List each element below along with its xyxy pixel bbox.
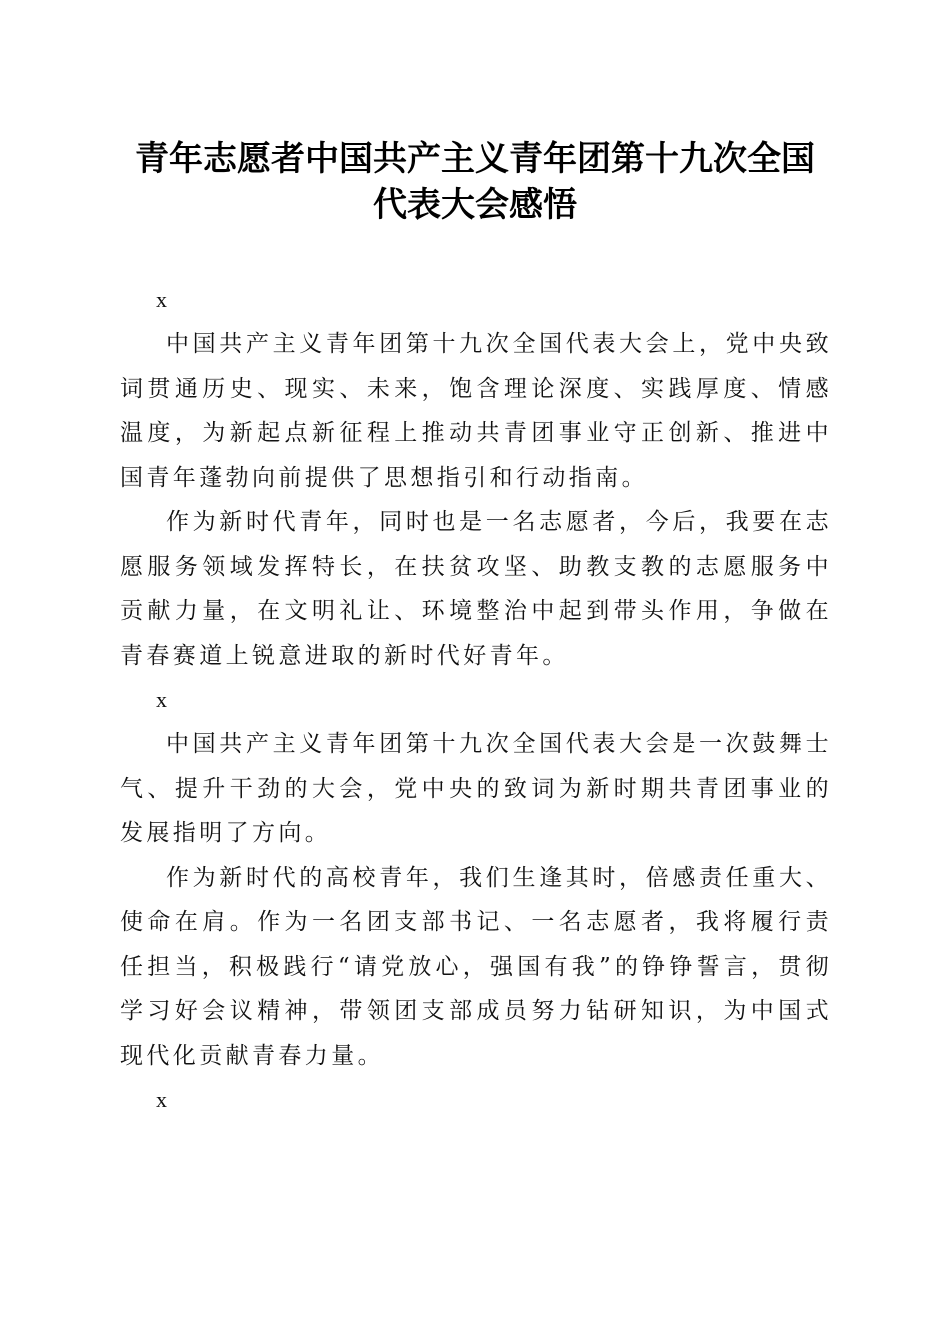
- section-marker: x: [156, 1087, 167, 1112]
- paragraph: 中国共产主义青年团第十九次全国代表大会是一次鼓舞士气、提升干劲的大会，党中央的致词为新时期共青团事业的发展指明了方向。: [120, 731, 832, 846]
- section-marker: x: [156, 687, 167, 712]
- title-line-1: 青年志愿者中国共产主义青年团第十九次全国: [135, 139, 815, 179]
- paragraph: 中国共产主义青年团第十九次全国代表大会上，党中央致词贯通历史、现实、未来，饱含理论深度、实践厚度、情感温度，为新起点新征程上推动共青团事业守正创新、推进中国青年蓬勃向前提供了思想指引和行动指南。: [120, 331, 832, 491]
- section-marker: x: [156, 287, 167, 312]
- document-body: [120, 278, 832, 1122]
- paragraph: 作为新时代青年，同时也是一名志愿者，今后，我要在志愿服务领域发挥特长，在扶贫攻坚、助教支教的志愿服务中贡献力量，在文明礼让、环境整治中起到带头作用，争做在青春赛道上锐意进取的新时代好青年。: [120, 509, 832, 669]
- document-title: [100, 136, 850, 228]
- paragraph: 作为新时代的高校青年，我们生逢其时，倍感责任重大、使命在肩。作为一名团支部书记、一名志愿者，我将履行责任担当，积极践行“请党放心，强国有我”的铮铮誓言，贯彻学习好会议精神，带领团支部成员努力钻研知识，为中国式现代化贡献青春力量。: [120, 864, 832, 1069]
- title-line-2: 代表大会感悟: [373, 185, 577, 225]
